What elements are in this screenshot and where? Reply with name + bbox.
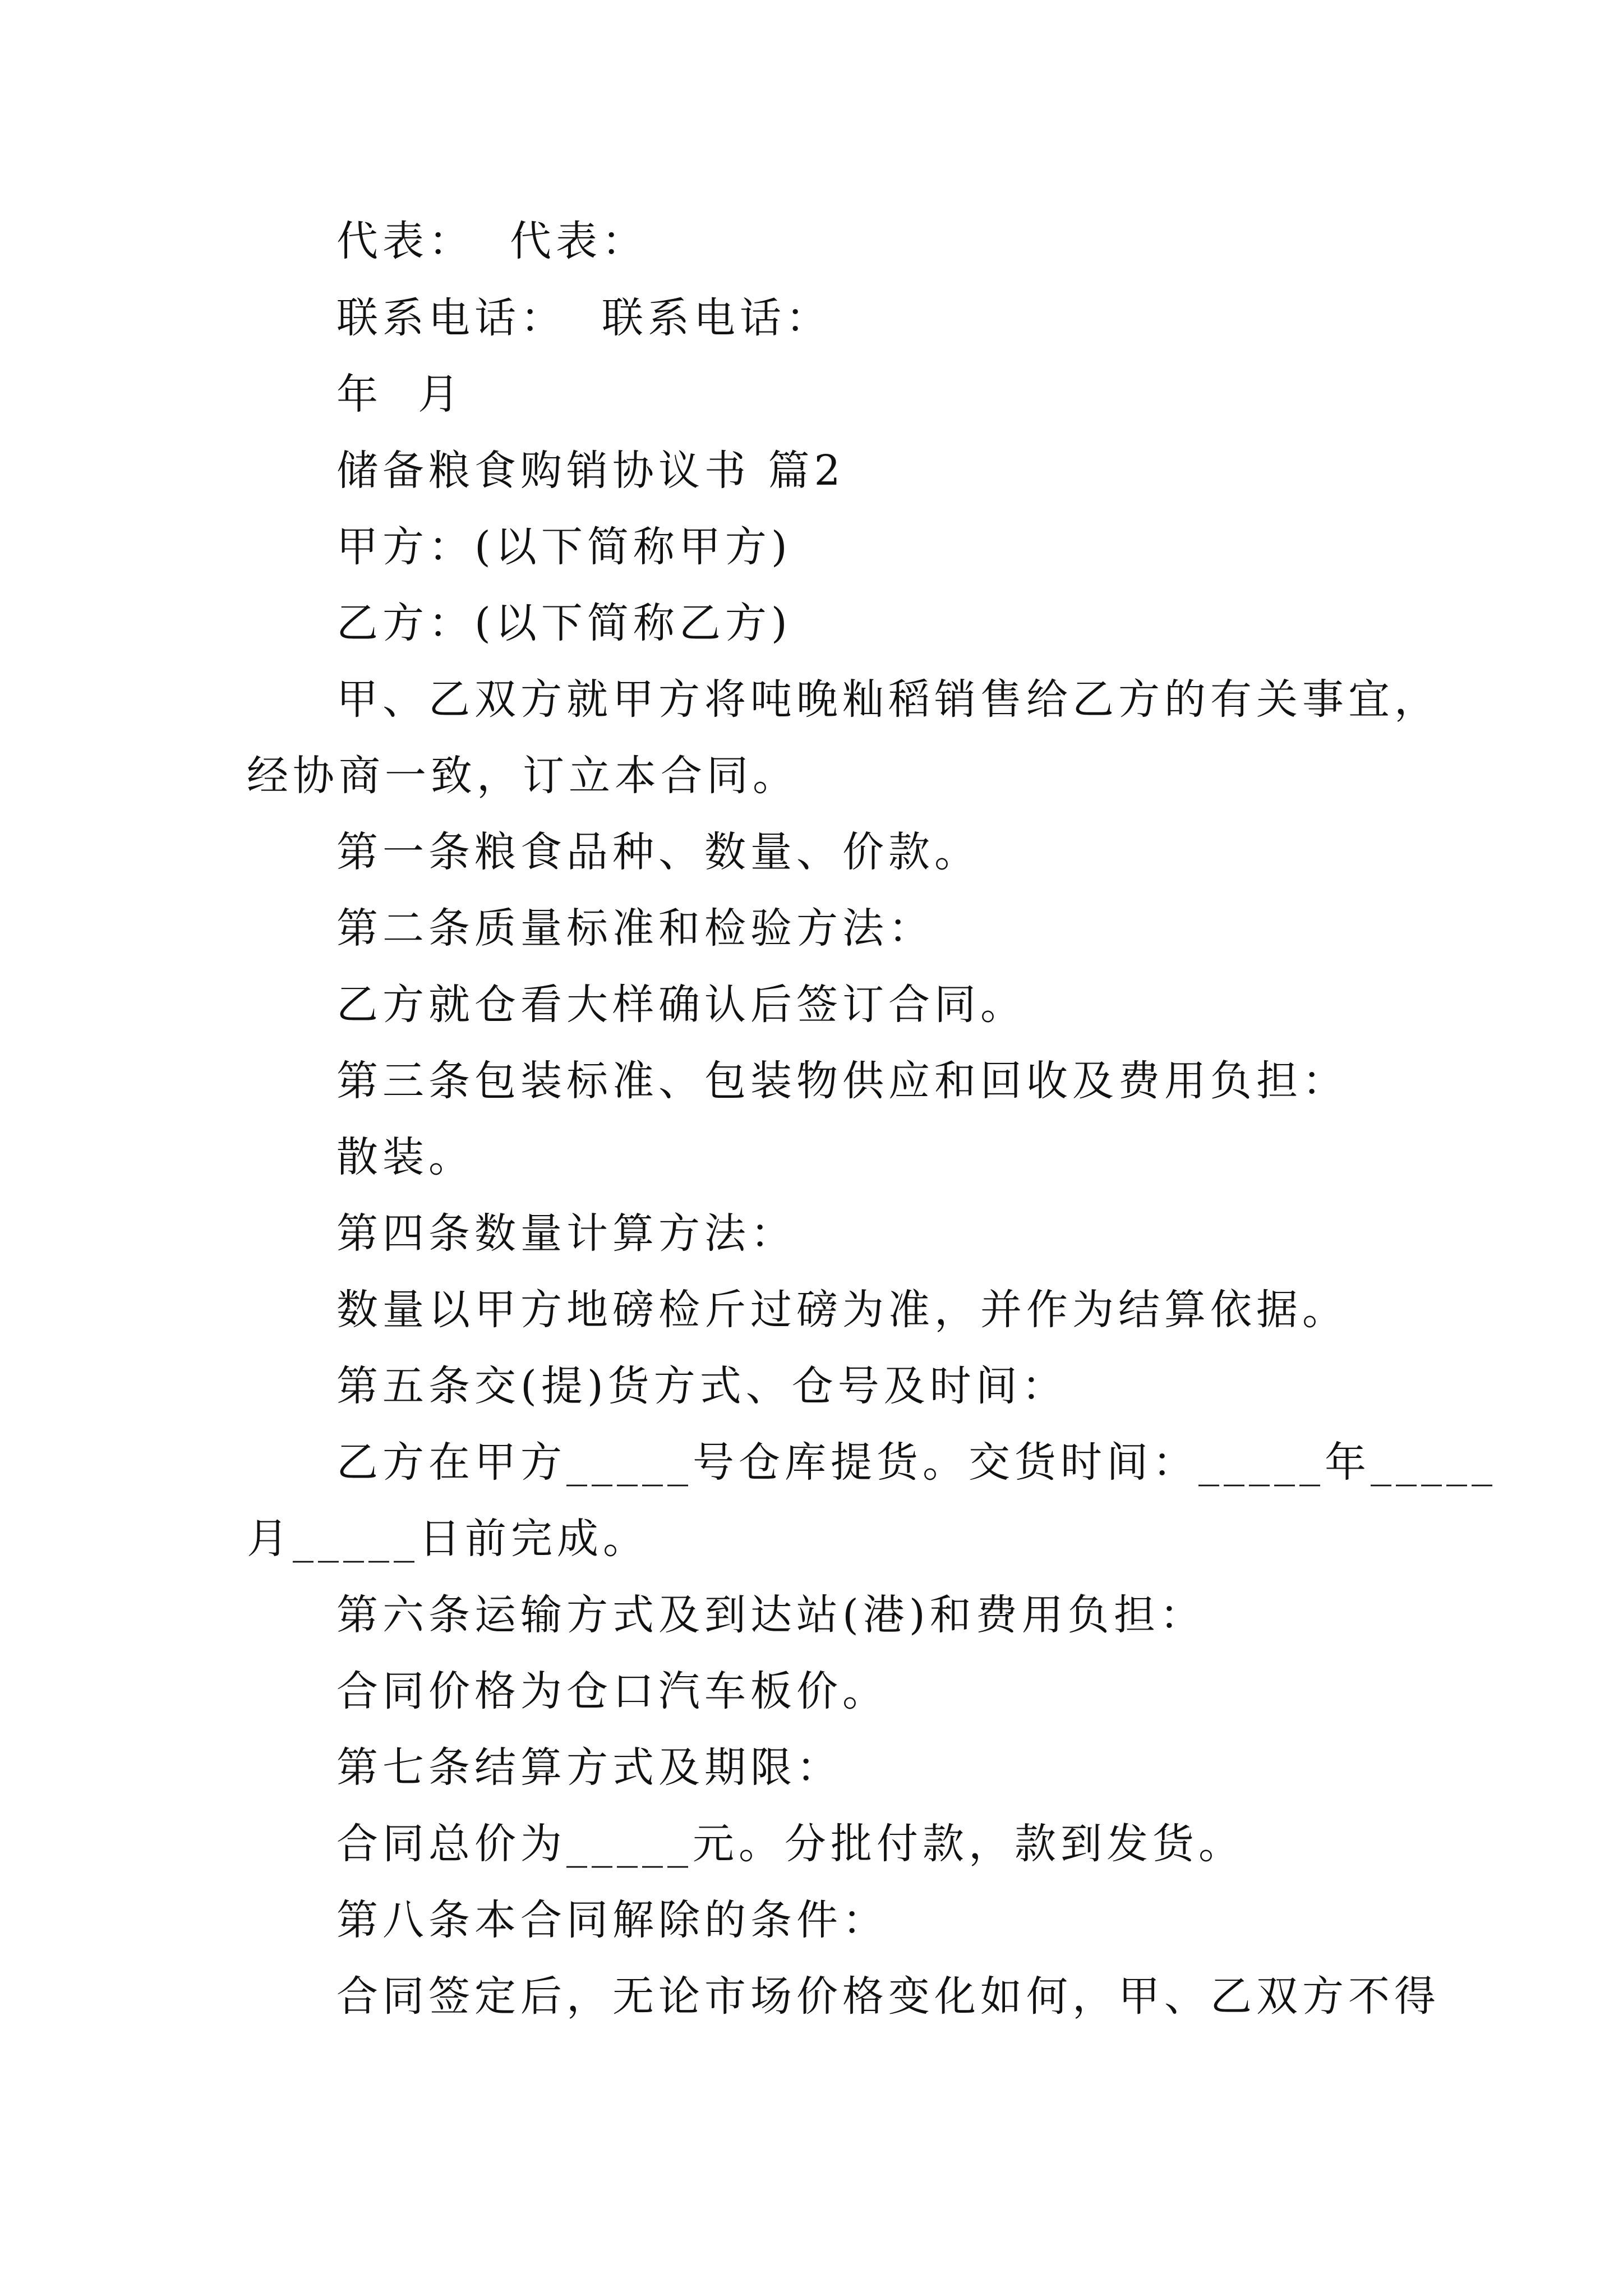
party-a-line: 甲方：(以下简称甲方) [336, 523, 792, 571]
article-heading: 第八条本合同解除的条件： [336, 1896, 888, 1944]
article-text: 合同价格为仓口汽车板价。 [336, 1667, 888, 1715]
article-heading: 第一条粮食品种、数量、价款。 [336, 828, 980, 876]
article-text: 月_____日前完成。 [247, 1515, 649, 1563]
article-heading: 第五条交(提)货方式、仓号及时间： [336, 1362, 1068, 1410]
intro-paragraph-line: 甲、乙双方就甲方将吨晚籼稻销售给乙方的有关事宜， [336, 675, 1440, 724]
intro-paragraph-line: 经协商一致，订立本合同。 [247, 752, 799, 800]
article-heading: 第六条运输方式及到达站(港)和费用负担： [336, 1591, 1206, 1639]
article-heading: 第二条质量标准和检验方法： [336, 904, 934, 953]
article-heading: 第七条结算方式及期限： [336, 1743, 842, 1792]
section-title: 储备粮食购销协议书 篇2 [336, 447, 845, 495]
article-text: 数量以甲方地磅检斤过磅为准，并作为结算依据。 [336, 1286, 1348, 1334]
date-line: 年 月 [336, 370, 464, 418]
article-heading: 第三条包装标准、包装物供应和回收及费用负担： [336, 1057, 1348, 1105]
article-heading: 第四条数量计算方法： [336, 1209, 796, 1258]
article-text: 合同总价为_____元。分批付款，款到发货。 [336, 1820, 1244, 1868]
phone-line: 联系电话： 联系电话： [336, 294, 832, 342]
article-text: 合同签定后，无论市场价格变化如何，甲、乙双方不得 [336, 1972, 1440, 2021]
article-text: 散装。 [336, 1133, 474, 1181]
article-text: 乙方就仓看大样确认后签订合同。 [336, 981, 1026, 1029]
representative-line: 代表： 代表： [336, 217, 648, 265]
party-b-line: 乙方：(以下简称乙方) [336, 599, 792, 647]
article-text: 乙方在甲方_____号仓库提货。交货时间：_____年_____ [336, 1438, 1497, 1487]
